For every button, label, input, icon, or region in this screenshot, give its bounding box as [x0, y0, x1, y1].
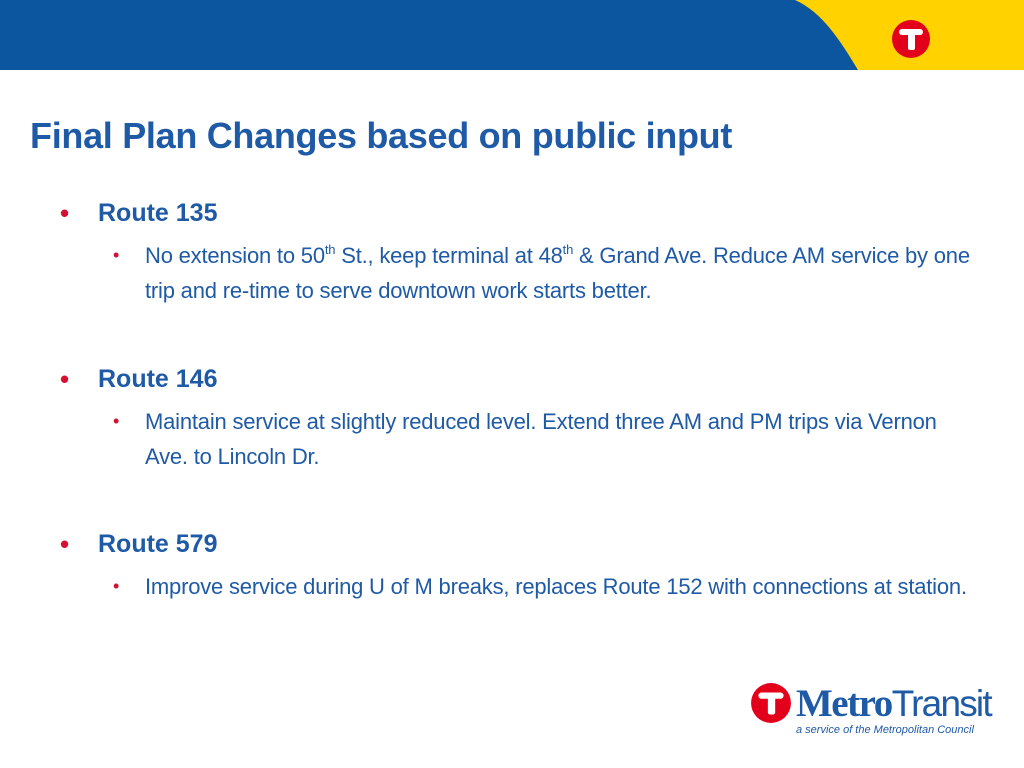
route-heading [60, 362, 980, 396]
sub-bullet: • [113, 411, 120, 431]
route-heading [60, 527, 980, 561]
detail-text-part: & Grand Ave. Reduce AM service by one trip and re-time to serve downtown work starts better. [145, 243, 970, 303]
route-detail-text [145, 238, 975, 308]
brand-name [796, 682, 991, 726]
brand-name-metro: Metro [796, 682, 892, 725]
sub-bullet: • [113, 576, 120, 596]
metro-transit-brand [750, 682, 990, 742]
main-bullet: • [60, 198, 70, 228]
route-block-579 [60, 527, 980, 604]
header-band-graphic [0, 0, 1024, 70]
route-name: Route 135 [98, 199, 218, 227]
route-detail-text: Maintain service at slightly reduced level. Extend three AM and PM trips via Vernon Ave. to Lincoln Dr. [145, 409, 937, 469]
header-band [0, 0, 1024, 70]
ordinal-suffix: th [562, 242, 574, 257]
ordinal-suffix: th [324, 242, 336, 257]
route-detail-item [113, 569, 980, 604]
brand-tagline: a service of the Metropolitan Council [796, 724, 974, 736]
detail-text-part: St., keep terminal at 48 [335, 243, 563, 268]
route-block-146 [60, 362, 980, 474]
route-heading [60, 196, 980, 230]
main-bullet: • [60, 529, 70, 559]
page-title: Final Plan Changes based on public input [30, 115, 733, 156]
route-detail-item [113, 404, 980, 474]
sub-bullet: • [113, 245, 120, 265]
route-detail-item [113, 238, 980, 308]
detail-text-part: No extension to 50 [145, 243, 325, 268]
route-name: Route 579 [98, 530, 218, 558]
metro-transit-t-logo-icon [750, 682, 792, 724]
metro-transit-t-logo-icon [891, 19, 931, 59]
route-detail-text: Improve service during U of M breaks, replaces Route 152 with connections at station. [145, 574, 967, 599]
route-block-135 [60, 196, 980, 308]
brand-name-transit: Transit [891, 683, 991, 724]
route-name: Route 146 [98, 365, 218, 393]
main-bullet: • [60, 364, 70, 394]
